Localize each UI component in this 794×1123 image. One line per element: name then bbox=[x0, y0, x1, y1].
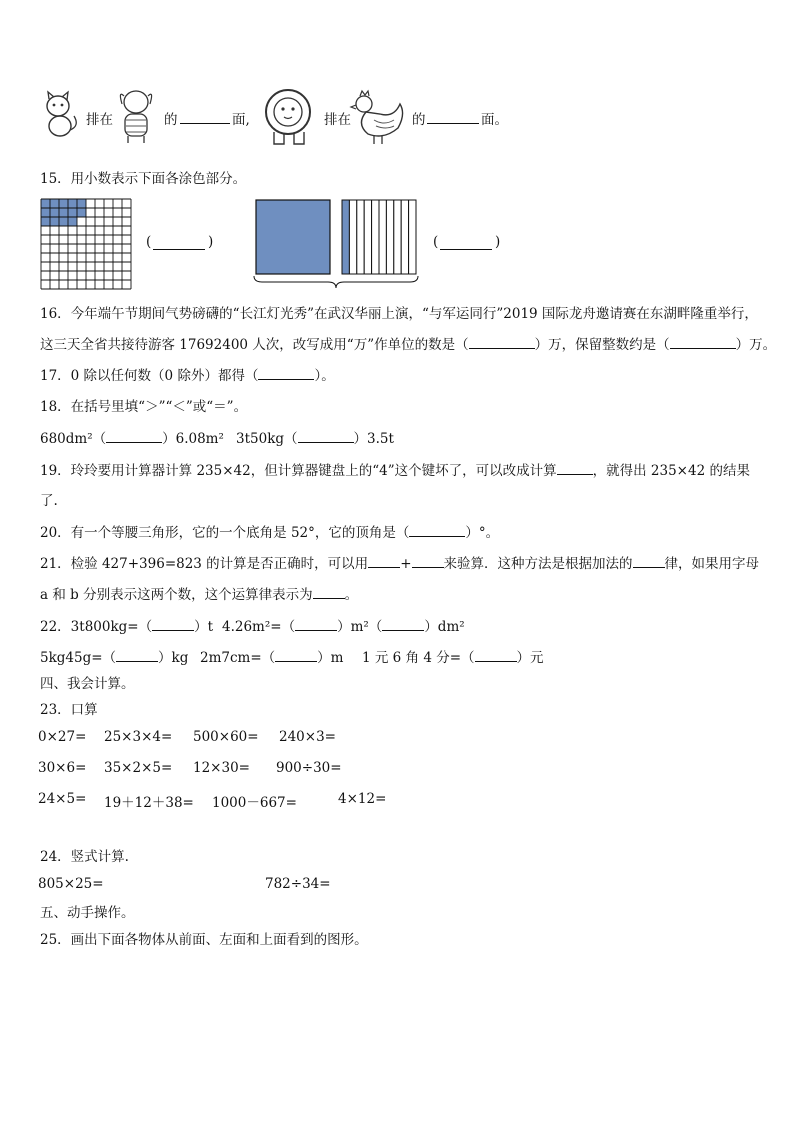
q23-item: 1000－667= bbox=[212, 795, 297, 811]
q24-item-1: 805×25= bbox=[38, 876, 104, 892]
q15-blank-2[interactable] bbox=[440, 236, 492, 250]
q22-blank-3[interactable] bbox=[382, 617, 424, 631]
q16-blank-1[interactable] bbox=[469, 335, 535, 349]
q15-paren-close-1: ) bbox=[208, 234, 214, 250]
q14-text-3: 面, bbox=[232, 112, 250, 128]
shaded-cell bbox=[68, 217, 77, 226]
q18-blank-2[interactable] bbox=[298, 429, 354, 443]
q23-item: 12×30= bbox=[193, 760, 250, 776]
q21-line-2: a 和 b 分别表示这两个数，这个运算律表示为 。 bbox=[40, 587, 359, 603]
q22-row-1b: 4.26m²=（ ）m²（ ）dm² bbox=[222, 619, 465, 635]
pig-icon bbox=[116, 88, 156, 144]
tenth-strip bbox=[364, 200, 371, 274]
q21-blank-4[interactable] bbox=[313, 585, 345, 599]
q15-paren-close-2: ) bbox=[495, 234, 501, 250]
shaded-cell bbox=[77, 199, 86, 208]
shaded-whole-square bbox=[256, 200, 330, 274]
shaded-cell bbox=[50, 217, 59, 226]
q23-item: 4×12= bbox=[338, 791, 387, 807]
hen-icon bbox=[350, 90, 408, 146]
q23-title: 23．口算 bbox=[40, 702, 98, 718]
q23-item: 24×5= bbox=[38, 791, 87, 807]
q23-item: 35×2×5= bbox=[104, 760, 173, 776]
q14-text-4: 排在 bbox=[324, 112, 351, 128]
q22-blank-6[interactable] bbox=[475, 648, 517, 662]
q21-line-1: 21．检验 427+396=823 的计算是否正确时，可以用 + 来验算．这种方法是根据加法的 律，如果用字母 bbox=[40, 556, 759, 572]
q18-blank-1[interactable] bbox=[106, 429, 162, 443]
q19-line-2: 了. bbox=[40, 493, 58, 509]
brace bbox=[254, 276, 418, 288]
q17-text: 17．0 除以任何数（0 除外）都得（ ）。 bbox=[40, 368, 335, 384]
q16-line-2: 这三天全省共接待游客 17692400 人次，改写成用“万”作单位的数是（ ）万，保留整数约是（ ）万。 bbox=[40, 337, 777, 353]
shaded-cell bbox=[41, 199, 50, 208]
q16-line-1: 16．今年端午节期间气势磅礴的“长江灯光秀”在武汉华丽上演，“与军运同行”2019 国际龙舟邀请赛在东湖畔隆重举行， bbox=[40, 306, 758, 322]
q19-blank[interactable] bbox=[557, 461, 593, 475]
q15-paren-open-1: ( bbox=[146, 234, 152, 250]
q22-row-2b: 2m7cm=（ ）m bbox=[200, 650, 344, 666]
shaded-cell bbox=[68, 208, 77, 217]
q24-title: 24．竖式计算. bbox=[40, 849, 129, 865]
q22-row-2a: 5kg45g=（ ）kg bbox=[40, 650, 189, 666]
shaded-cell bbox=[77, 208, 86, 217]
tenth-strip bbox=[357, 200, 364, 274]
q23-item: 900÷30= bbox=[276, 760, 342, 776]
q22-row-1a: 22．3t800kg=（ ）t bbox=[40, 619, 214, 635]
q15-paren-open-2: ( bbox=[433, 234, 439, 250]
tenth-strip bbox=[401, 200, 408, 274]
lion-icon bbox=[260, 88, 320, 146]
tenths-figure bbox=[252, 196, 422, 286]
q14-text-6: 面。 bbox=[481, 112, 508, 128]
q18-item-2: 3t50kg（ ）3.5t bbox=[236, 431, 394, 447]
tenth-strip bbox=[394, 200, 401, 274]
q19-line-1: 19．玲玲要用计算器计算 235×42，但计算器键盘上的“4”这个键坏了，可以改成计算 ，就得出 235×42 的结果 bbox=[40, 463, 750, 479]
q23-item: 500×60= bbox=[193, 729, 259, 745]
q21-blank-2[interactable] bbox=[412, 554, 444, 568]
shaded-cell bbox=[59, 199, 68, 208]
q25-text: 25．画出下面各物体从前面、左面和上面看到的图形。 bbox=[40, 932, 368, 948]
q14-text-5: 的 bbox=[412, 112, 426, 128]
q22-blank-5[interactable] bbox=[275, 648, 317, 662]
q24-item-2: 782÷34= bbox=[265, 876, 331, 892]
q22-blank-1[interactable] bbox=[152, 617, 194, 631]
section-4-title: 四、我会计算。 bbox=[40, 676, 135, 692]
q15-blank-1[interactable] bbox=[153, 236, 205, 250]
q23-item: 19＋12＋38= bbox=[104, 795, 194, 811]
section-5-title: 五、动手操作。 bbox=[40, 905, 135, 921]
q22-row-2c: 1 元 6 角 4 分=（ ）元 bbox=[362, 650, 544, 666]
tenth-strip bbox=[379, 200, 386, 274]
q15-title: 15．用小数表示下面各涂色部分。 bbox=[40, 171, 247, 187]
q23-item: 0×27= bbox=[38, 729, 87, 745]
q20-blank[interactable] bbox=[409, 523, 465, 537]
q17-blank[interactable] bbox=[258, 366, 314, 380]
cat-icon bbox=[40, 92, 80, 138]
tenth-strip bbox=[342, 200, 349, 274]
shaded-cell bbox=[59, 208, 68, 217]
q14-text-1: 排在 bbox=[86, 112, 113, 128]
q21-blank-1[interactable] bbox=[368, 554, 400, 568]
q22-blank-2[interactable] bbox=[295, 617, 337, 631]
shaded-cell bbox=[41, 208, 50, 217]
tenth-strip bbox=[409, 200, 416, 274]
q20-text: 20．有一个等腰三角形，它的一个底角是 52°，它的顶角是（ ）°。 bbox=[40, 525, 500, 541]
shaded-cell bbox=[41, 217, 50, 226]
tenth-strip bbox=[349, 200, 356, 274]
shaded-cell bbox=[68, 199, 77, 208]
q23-item: 25×3×4= bbox=[104, 729, 173, 745]
q18-title: 18．在括号里填“＞”“＜”或“＝”。 bbox=[40, 399, 248, 415]
q21-blank-3[interactable] bbox=[633, 554, 665, 568]
tenth-strip bbox=[372, 200, 379, 274]
q23-item: 30×6= bbox=[38, 760, 87, 776]
hundred-grid-figure bbox=[40, 198, 132, 280]
shaded-cell bbox=[50, 199, 59, 208]
shaded-cell bbox=[59, 217, 68, 226]
q14-blank-1[interactable] bbox=[180, 110, 230, 124]
q22-blank-4[interactable] bbox=[116, 648, 158, 662]
q14-blank-2[interactable] bbox=[427, 110, 479, 124]
shaded-cell bbox=[50, 208, 59, 217]
tenth-strip bbox=[386, 200, 393, 274]
q18-item-1: 680dm²（ ）6.08m² bbox=[40, 431, 224, 447]
q14-text-2: 的 bbox=[164, 112, 178, 128]
q23-item: 240×3= bbox=[279, 729, 336, 745]
q16-blank-2[interactable] bbox=[670, 335, 736, 349]
